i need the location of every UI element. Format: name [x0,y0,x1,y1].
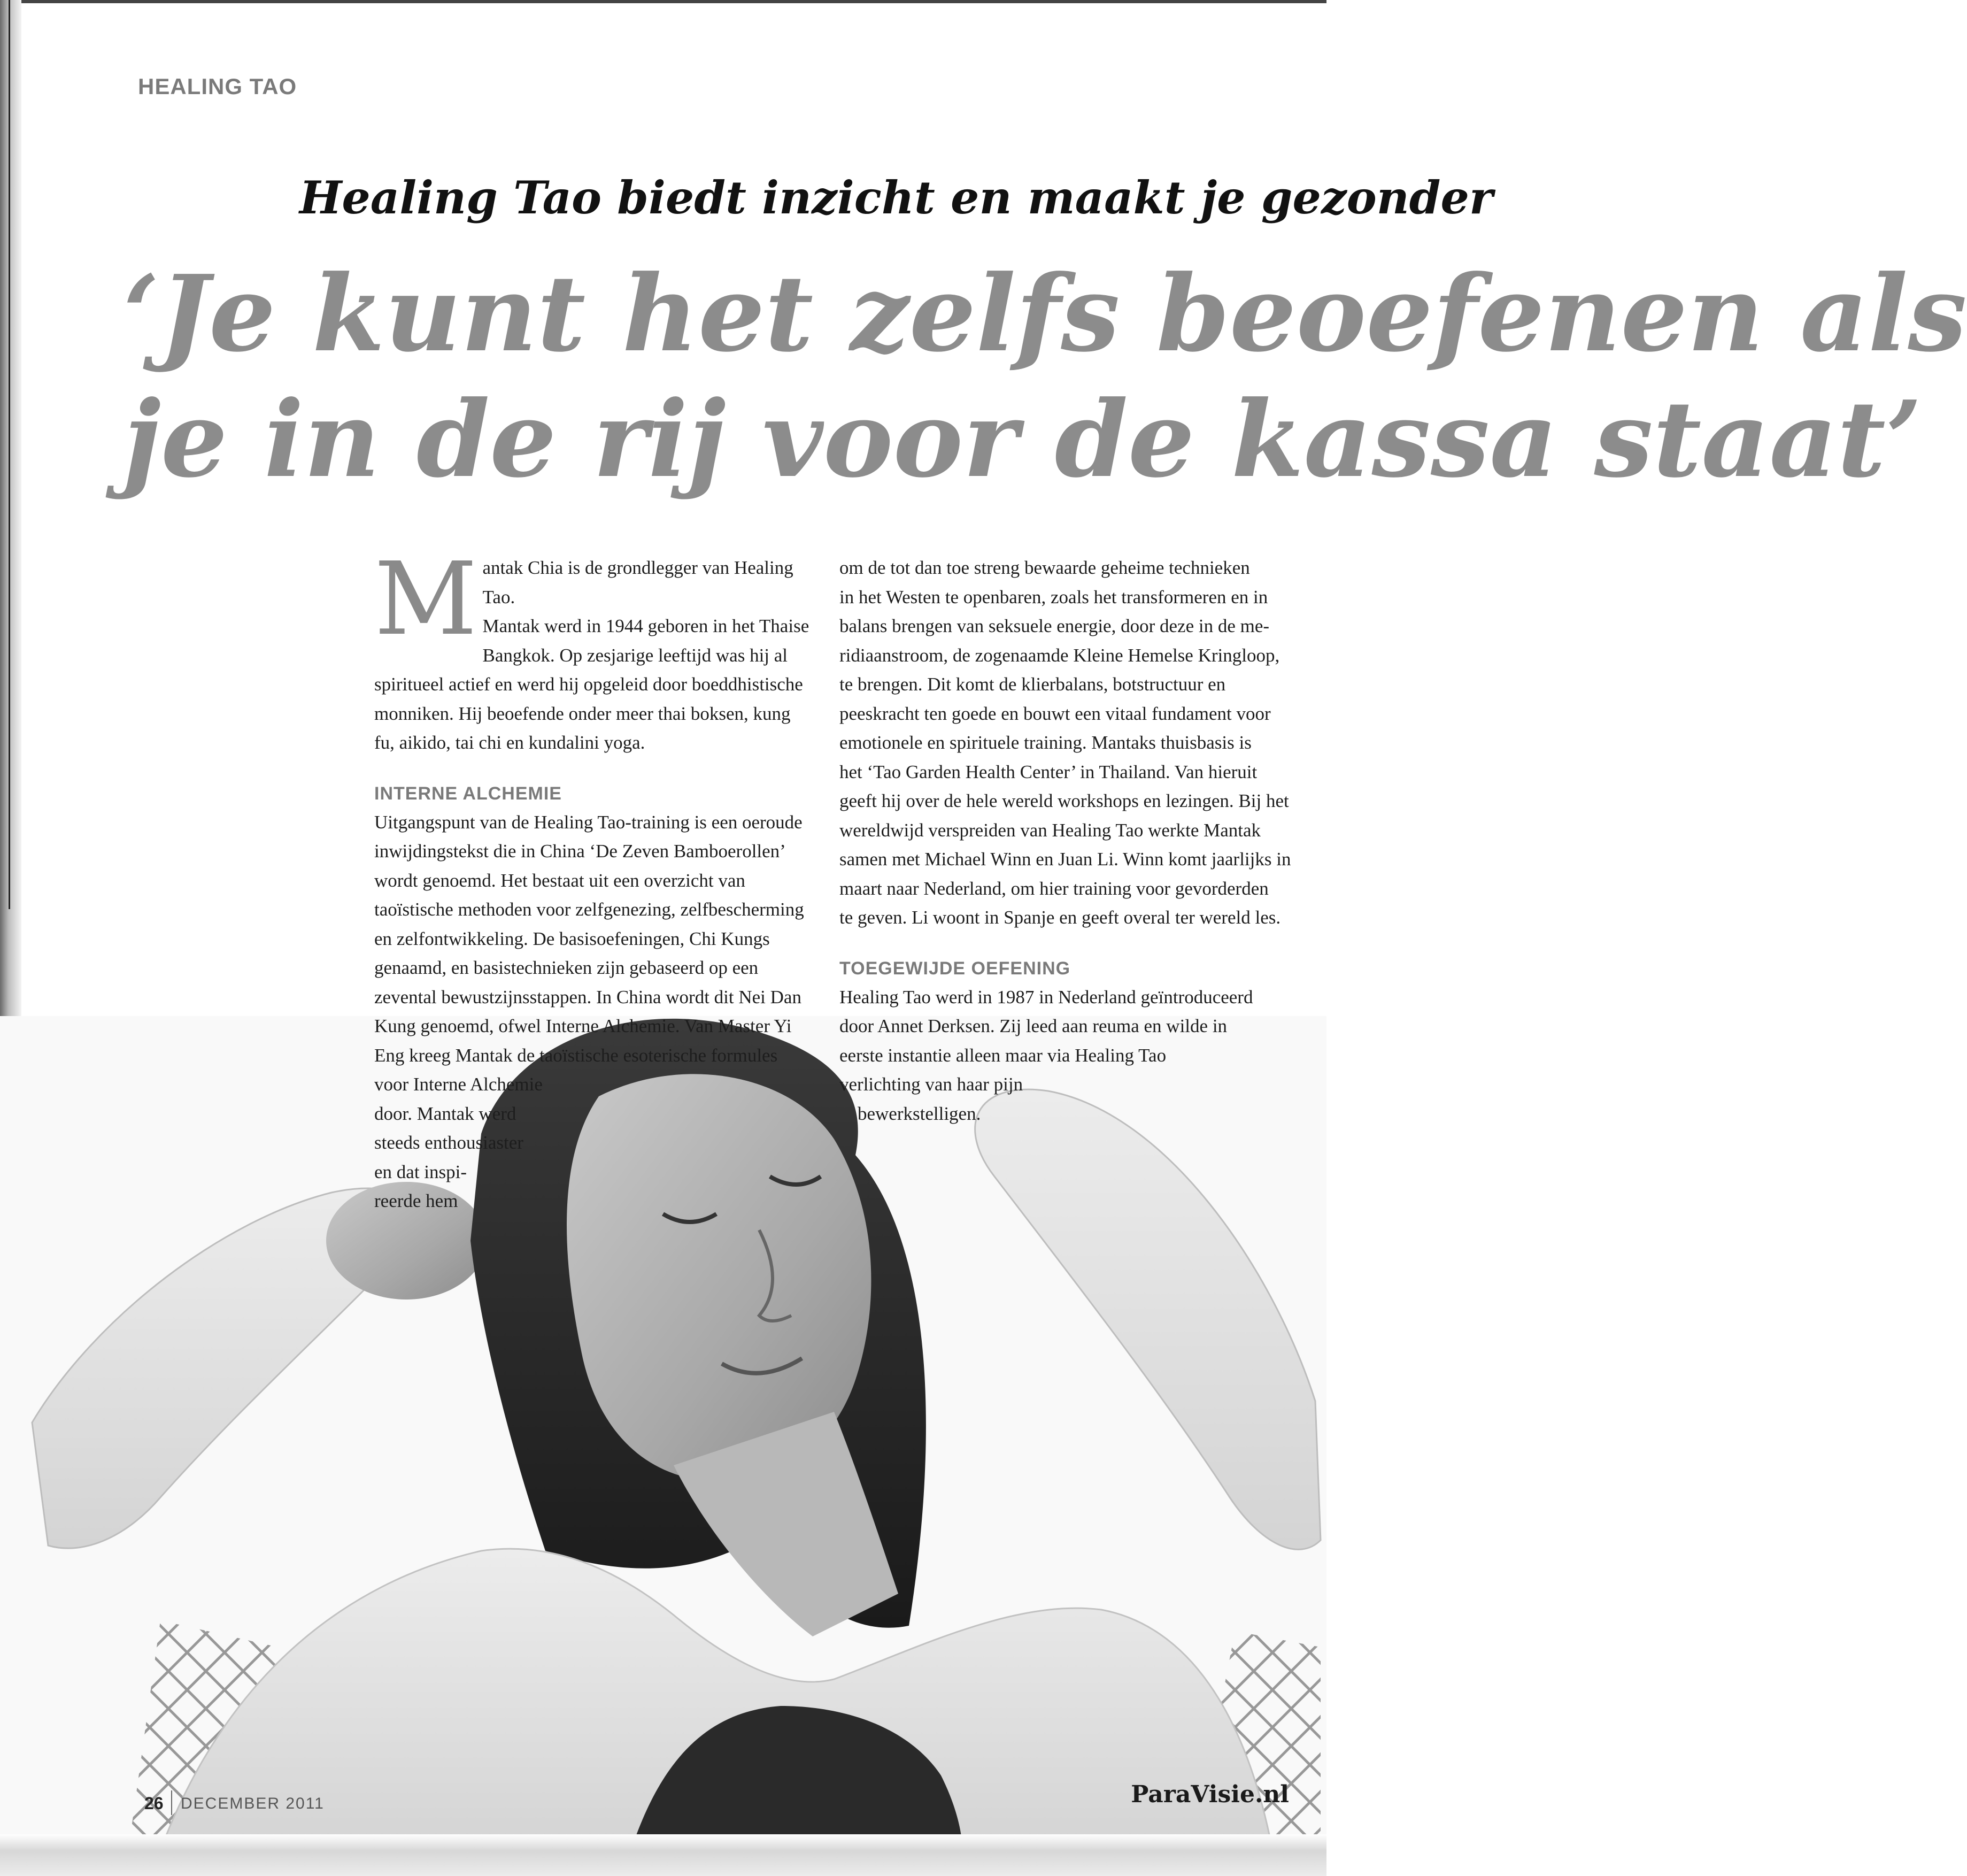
magazine-brand: ParaVisie.nl [1131,1781,1289,1808]
text-line: door Annet Derksen. Zij leed aan reuma en wilde in [839,1016,1228,1036]
article-column-left [374,541,818,1216]
text-line: bewerkstelligen. [858,1103,981,1124]
footer-divider [171,1790,172,1815]
subhead-interne-alchemie: INTERNE ALCHEMIE [374,783,562,804]
subhead-toegewijde-oefening: TOEGEWIJDE OEFENING [839,958,1071,979]
text-line: in het Westen te openbaren, zoals het transformeren en in [839,586,1268,608]
binding-line [9,0,10,909]
text-line: peeskracht ten goede en bouwt een vitaal fundament voor [839,703,1271,724]
text-line: wereldwijd verspreiden van Healing Tao werkte Mantak [839,819,1261,841]
text-line: fu, aikido, tai chi en kundalini yoga. [374,732,645,753]
text-line: geeft hij over de hele wereld workshops en lezingen. Bij het [839,790,1289,811]
paragraph-gap [839,933,1329,954]
section-label: HEALING TAO [138,74,297,99]
text-line: maart naar Nederland, om hier training voor gevorderden [839,878,1269,899]
issue-date: DECEMBER 2011 [181,1795,325,1812]
text-line: te brengen. Dit komt de klierbalans, botstructuur en [839,674,1226,695]
text-line: antak Chia is de grondlegger van Healing Tao. [482,557,793,608]
text-line: Eng kreeg Mantak de taoïstische esoterische formules [374,1044,778,1066]
scan-bottom-edge [0,1834,1326,1876]
headline-line: je in de rij voor de kassa staat’ [123,378,1923,501]
text-line: verlichting van haar pijn [839,1074,1023,1095]
page-number: 26 [144,1794,164,1813]
text-line: voor Interne Alchemie [374,1074,543,1095]
text-line: Mantak werd in 1944 geboren in het Thaise [482,616,809,636]
paragraph-gap [374,758,818,779]
text-line: samen met Michael Winn en Juan Li. Winn komt jaarlijks in [839,849,1291,870]
text-line: zevental bewustzijnsstappen. In China wordt dit Nei Dan [374,986,801,1008]
text-line: Bangkok. Op zesjarige leeftijd was hij al [482,644,788,666]
body-paragraph [839,553,1329,933]
article-headline [123,251,1967,503]
body-paragraph [374,808,818,1216]
scan-top-edge [0,0,1326,3]
text-line: monniken. Hij beoefende onder meer thai boksen, kung [374,703,791,724]
text-line: eerste instantie alleen maar via Healing Tao [839,1044,1167,1066]
text-line: emotionele en spirituele training. Mantaks thuisbasis is [839,732,1252,753]
text-line: Uitgangspunt van de Healing Tao-training is een oeroude [374,811,803,833]
headline-line: ‘Je kunt het zelfs beoefenen als [123,252,1967,375]
text-line: te geven. Li woont in Spanje en geeft overal ter wereld les. [839,907,1281,928]
text-line: balans brengen van seksuele energie, door deze in de me- [839,616,1270,636]
article-column-right [839,553,1329,1128]
body-paragraph [839,983,1329,1129]
text-line: het ‘Tao Garden Health Center’ in Thailand. Van hieruit [839,761,1258,782]
text-line: inwijdingstekst die in China ‘De Zeven Bamboerollen’ [374,841,786,862]
text-line: steeds enthousiaster [374,1132,523,1153]
text-line: genaamd, en basistechnieken zijn gebaseerd op een [374,957,759,978]
text-line: reerde hem [374,1190,458,1211]
text-line: taoïstische methoden voor zelfgenezing, zelfbescherming [374,899,804,920]
text-line: door. Mantak werd [374,1103,516,1124]
text-line: wordt genoemd. Het bestaat uit een overzicht van [374,870,745,891]
article-subtitle: Healing Tao biedt inzicht en maakt je gezonder [299,171,1493,224]
text-line: en dat inspi- [374,1161,467,1182]
text-line: om de tot dan toe streng bewaarde geheime technieken [839,557,1250,578]
text-line: en zelfontwikkeling. De basisoefeningen, Chi Kungs [374,928,770,949]
drop-cap: M [374,541,477,658]
text-line: Healing Tao werd in 1987 in Nederland geïntroduceerd [839,986,1253,1008]
text-line: ridiaanstroom, de zogenaamde Kleine Hemelse Kringloop, [839,644,1280,666]
text-line: spiritueel actief en werd hij opgeleid door boeddhistische [374,674,803,695]
text-line: Kung genoemd, ofwel Interne Alchemie. Van Master Yi [374,1016,792,1036]
